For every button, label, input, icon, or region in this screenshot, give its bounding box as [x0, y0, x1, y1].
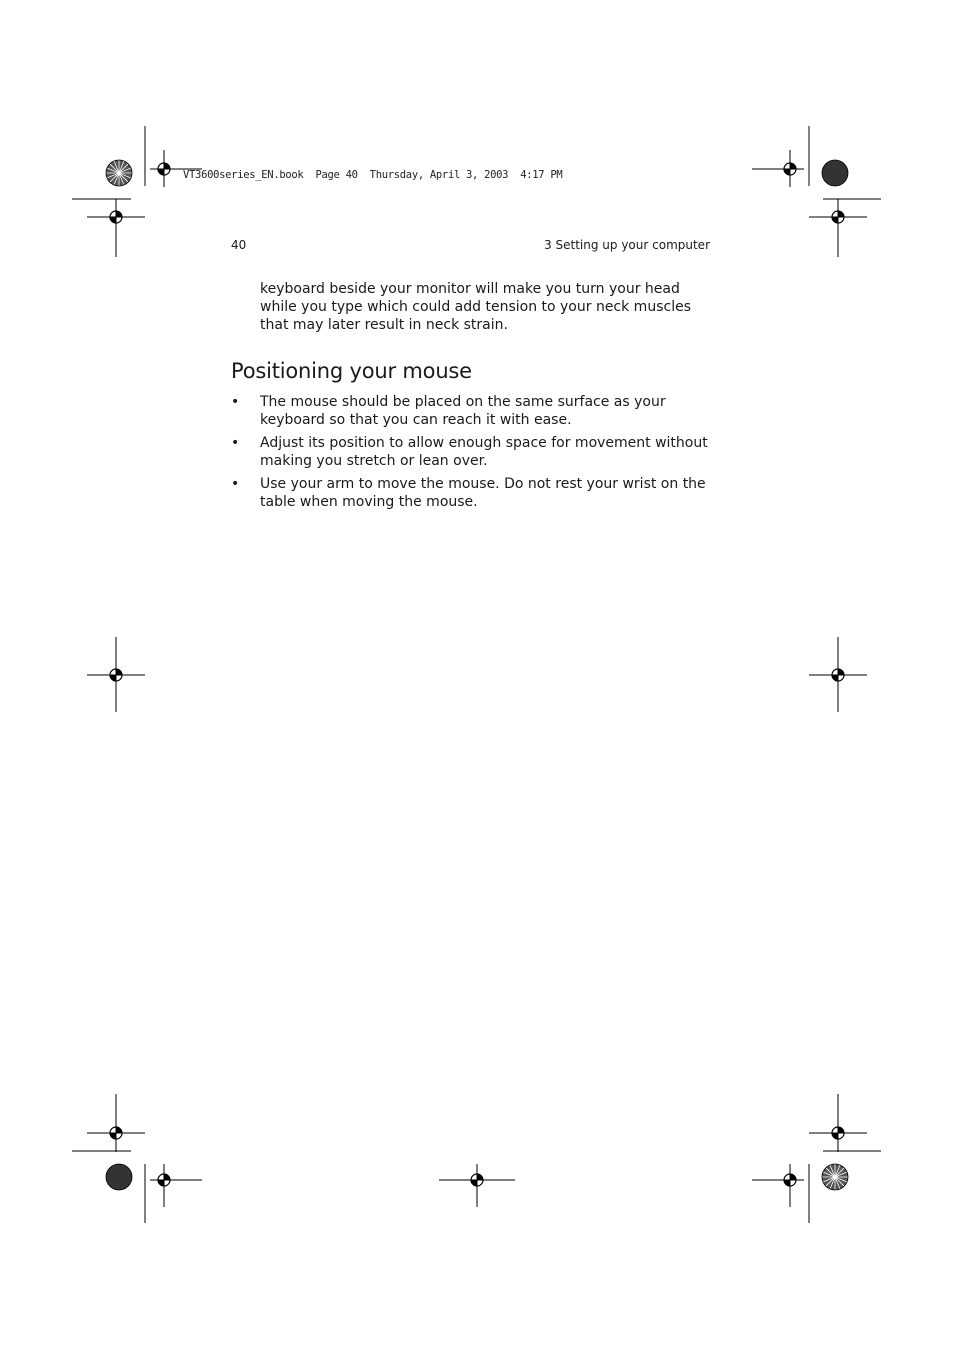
running-head: 3 Setting up your computer: [544, 238, 710, 252]
slug-line: VT3600series_EN.book Page 40 Thursday, April 3, 2003 4:17 PM: [183, 169, 563, 181]
registration-target-icon: [832, 1127, 844, 1139]
list-item: [231, 393, 721, 429]
list-item-text: Use your arm to move the mouse. Do not rest your wrist on the table when moving the mouse.: [260, 476, 706, 510]
registration-target-icon: [832, 211, 844, 223]
list-item-text: The mouse should be placed on the same surface as your keyboard so that you can reach it with ease.: [260, 394, 666, 428]
intro-paragraph: keyboard beside your monitor will make you turn your head while you type which could add tension to your neck muscles that may later result in neck strain.: [260, 281, 691, 333]
starburst-icon: [822, 160, 848, 186]
starburst-icon: [822, 1164, 848, 1190]
registration-target-icon: [158, 1174, 170, 1186]
registration-target-icon: [158, 163, 170, 175]
list-item-text: Adjust its position to allow enough space for movement without making you stretch or lean over.: [260, 435, 708, 469]
section-title: Positioning your mouse: [231, 359, 472, 383]
list-item: [231, 475, 721, 511]
registration-target-icon: [784, 1174, 796, 1186]
registration-target-icon: [110, 1127, 122, 1139]
registration-target-icon: [832, 669, 844, 681]
starburst-icon: [106, 1164, 132, 1190]
registration-target-icon: [471, 1174, 483, 1186]
registration-target-icon: [110, 211, 122, 223]
registration-target-icon: [110, 669, 122, 681]
registration-target-icon: [784, 163, 796, 175]
page-number: 40: [231, 238, 247, 252]
bullet-icon: •: [231, 435, 240, 451]
bullet-icon: •: [231, 394, 240, 410]
starburst-icon: [106, 160, 132, 186]
bullet-icon: •: [231, 476, 240, 492]
list-item: [231, 434, 721, 470]
bullet-list: [231, 393, 721, 516]
